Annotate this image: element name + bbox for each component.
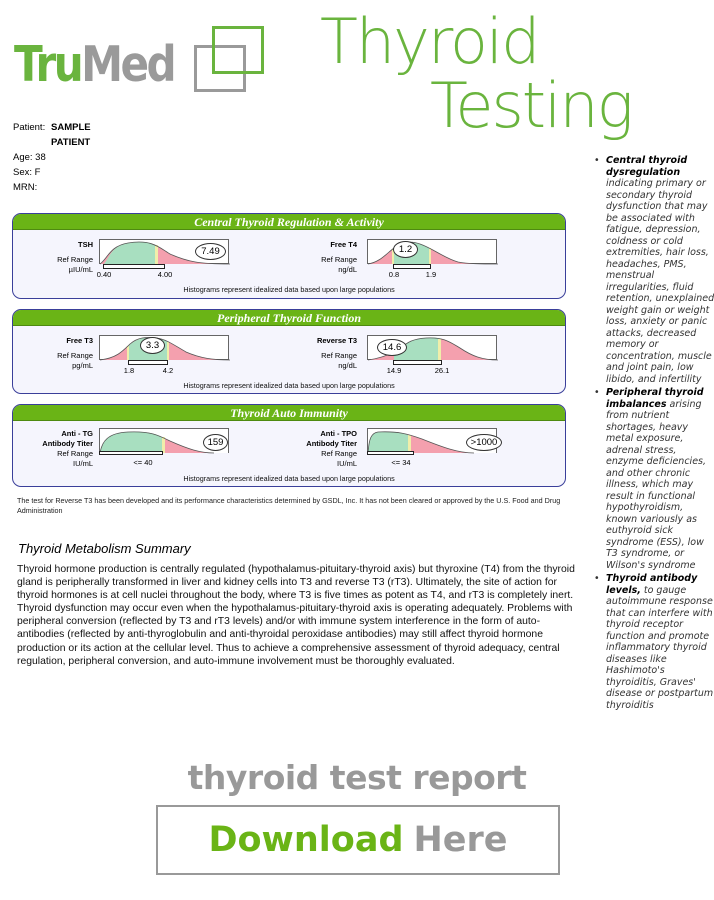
download-button[interactable]: Download Here: [156, 805, 560, 875]
anti-tg-limit: <= 40: [133, 458, 153, 467]
histogram-note: Histograms represent idealized data based upon large populations: [183, 381, 395, 390]
panel-header: Central Thyroid Regulation & Activity: [13, 214, 565, 230]
tsh-histogram: [99, 239, 229, 264]
anti-tpo-histogram: [367, 428, 497, 453]
anti-tpo-label: Anti - TPO Antibody Titer Ref Range IU/mL: [306, 429, 357, 468]
sidebar-bullets: [593, 155, 714, 713]
anti-tpo-ref-bar: [367, 451, 414, 455]
free-t4-histogram: [367, 239, 497, 264]
free-t3-ref-bar: [128, 360, 168, 365]
patient-age: Age: 38: [13, 152, 46, 163]
panel-central-regulation: [12, 213, 566, 299]
anti-tg-ref-bar: [99, 451, 163, 455]
free-t4-label: Free T4 Ref Range ng/dL: [321, 240, 357, 274]
patient-sex: Sex: F: [13, 167, 41, 178]
panel-auto-immunity: [12, 404, 566, 487]
free-t3-histogram: [99, 335, 229, 360]
tsh-low: 0.40: [96, 270, 112, 279]
patient-name: SAMPLE: [51, 122, 91, 133]
tsh-high: 4.00: [157, 270, 173, 279]
fda-disclaimer: The test for Reverse T3 has been developed and its performance characteristics determined by GSDL, Inc. It has not been cleared or approved by the U.S. Food and Drug Administration: [17, 496, 561, 515]
tsh-label: TSH Ref Range µIU/mL: [57, 240, 93, 274]
reverse-t3-high: 26.1: [434, 366, 450, 375]
summary-body: Thyroid hormone production is centrally regulated (hypothalamus-pituitary-thyroid axis) but thyroxine (T4) from the thyroid gland is peripherally transformed in liver and kidney cells into T3 and reverse T3 (rT3). Ultimately, the site of action for thyroid hormones is at cell nuclei throughout the body, where T3 is five times as potent as T4, and rT3 is completely inert. Thyroid dysfunction may occur even when the hypothalamus-pituitary-thyroid axis is operating adequately. Problems with peripheral conversion (reflected by T3 and rT3 levels) and/or with immune system interference in the form of auto-antibodies (reflected by anti-thyroglobulin and anti-thyroidal peroxidase antibodies) may still affect thyroid hormone production or its action at the cellular level. Thus to achieve a comprehensive assessment of thyroid adequacy, central regulation, peripheral conversion, and auto-immune involvement must be thoroughly evaluated.: [17, 564, 575, 667]
bullet-peripheral-imbalances: • Peripheral thyroid imbalances arising from nutrient shortages, heavy metal exposure, adrenal stress, enzyme deficiencies, and other chronic illness, which may result in functional hypothyroidism, known variously as euthyroid sick syndrome (ESS), low T3 syndrome, or Wilson's syndrome: [593, 387, 714, 571]
logo-wordmark: TruMed: [14, 36, 175, 93]
reverse-t3-label: Reverse T3 Ref Range ng/dL: [316, 336, 357, 370]
panel-header: Peripheral Thyroid Function: [13, 310, 565, 326]
cta-title: thyroid test report: [187, 758, 527, 797]
reverse-t3-histogram: [367, 335, 497, 360]
free-t4-ref-bar: [393, 264, 431, 269]
free-t4-high: 1.9: [425, 270, 437, 279]
free-t4-low: 0.8: [388, 270, 400, 279]
anti-tg-result: 159: [203, 434, 228, 451]
anti-tg-label: Anti - TG Antibody Titer Ref Range IU/mL: [42, 429, 93, 468]
summary-title: Thyroid Metabolism Summary: [18, 541, 191, 556]
histogram-note: Histograms represent idealized data based upon large populations: [183, 285, 395, 294]
patient-mrn: MRN:: [13, 182, 38, 193]
free-t4-result: 1.2: [393, 241, 418, 258]
free-t3-result: 3.3: [140, 337, 165, 354]
free-t3-high: 4.2: [162, 366, 174, 375]
patient-name-line2: PATIENT: [51, 137, 91, 148]
free-t3-low: 1.8: [123, 366, 135, 375]
trumed-logo: [14, 22, 274, 102]
patient-info: [13, 120, 91, 195]
panel-peripheral-function: [12, 309, 566, 394]
patient-label: Patient:: [13, 122, 46, 133]
tsh-result: 7.49: [195, 243, 226, 260]
reverse-t3-result: 14.6: [377, 339, 407, 356]
reverse-t3-low: 14.9: [386, 366, 402, 375]
bullet-central-dysregulation: • Central thyroid dysregulation indicating primary or secondary thyroid dysfunction that may be associated with fatigue, depression, coldness or cold extremities, hair loss, headaches, PMS, menstrual irregularities, fluid retention, unexplained weight gain or weight loss, anxiety or panic attacks, decreased memory or concentration, muscle and joint pain, low libido, and infertility: [593, 155, 714, 385]
anti-tpo-limit: <= 34: [391, 458, 411, 467]
panel-header: Thyroid Auto Immunity: [13, 405, 565, 421]
free-t3-label: Free T3 Ref Range pg/mL: [57, 336, 93, 370]
reverse-t3-ref-bar: [393, 360, 442, 365]
logo-square-green: [212, 26, 264, 74]
anti-tpo-result: >1000: [466, 434, 502, 451]
histogram-note: Histograms represent idealized data based upon large populations: [183, 474, 395, 483]
page-title: Thyroid Testing: [320, 5, 632, 142]
anti-tg-histogram: [99, 428, 229, 453]
bullet-antibody-levels: • Thyroid antibody levels, to gauge autoimmune response that can interfere with thyroid receptor function and promote inflammatory thyroid diseases like Hashimoto's thyroiditis, Graves' disease or postpartum thyroiditis: [593, 573, 714, 711]
tsh-ref-bar: [103, 264, 165, 269]
